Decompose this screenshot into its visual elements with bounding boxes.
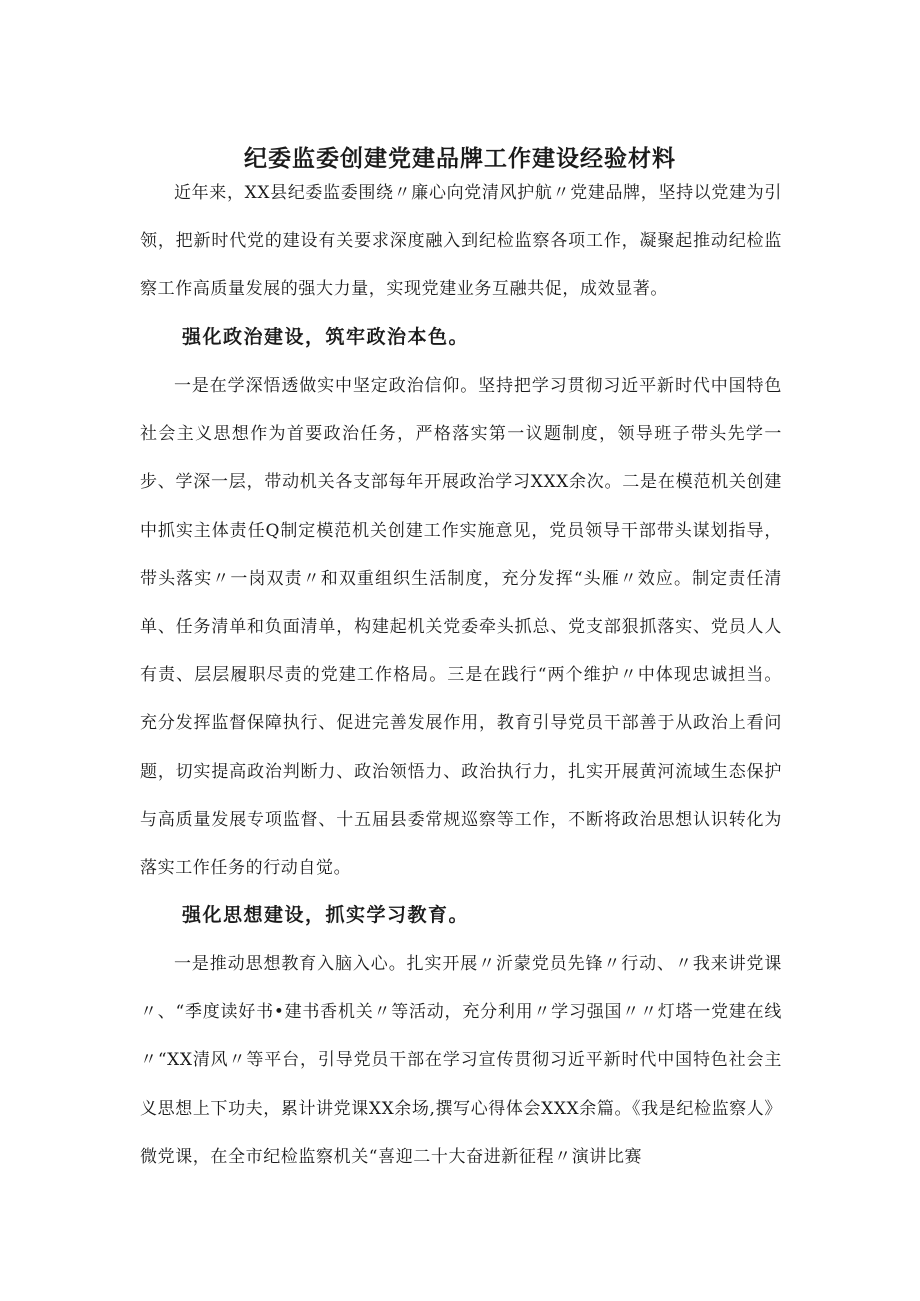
intro-paragraph: 近年来，XX县纪委监委围绕〃廉心向党清风护航〃党建品牌，坚持以党建为引领，把新时代党的建设有关要求深度融入到纪检监察各项工作，凝聚起推动纪检监察工作高质量发展的强大力量，实现党建业务互融共促，成效显著。 bbox=[140, 183, 782, 300]
document-title: 纪委监委创建党建品牌工作建设经验材料 bbox=[244, 145, 676, 173]
section-2-body: 一是推动思想教育入脑入心。扎实开展〃沂蒙党员先锋〃行动、〃我来讲党课〃、“季度读好书•建书香机关〃等活动，充分利用〃学习强国〃〃灯塔一党建在线〃“XX清风〃等平台，引导党员干部在学习宣传贯彻习近平新时代中国特色社会主义思想上下功夫，累计讲党课XX余场,撰写心得体会XXX余篇。《我是纪检监察人》微党课，在全市纪检监察机关“喜迎二十大奋进新征程〃演讲比赛 bbox=[140, 954, 782, 1167]
section-1-heading: 强化政治建设，筑牢政治本色。 bbox=[182, 326, 470, 348]
section-1-body: 一是在学深悟透做实中坚定政治信仰。坚持把学习贯彻习近平新时代中国特色社会主义思想作为首要政治任务，严格落实第一议题制度，领导班子带头先学一步、学深一层，带动机关各支部每年开展政治学习XXX余次。二是在模范机关创建中抓实主体责任Q制定模范机关创建工作实施意见，党员领导干部带头谋划指导，带头落实〃一岗双责〃和双重组织生活制度，充分发挥“头雁〃效应。制定责任清单、任务清单和负面清单，构建起机关党委牵头抓总、党支部狠抓落实、党员人人有责、层层履职尽责的党建工作格局。三是在践行“两个维护〃中体现忠诚担当。充分发挥监督保障执行、促进完善发展作用，教育引导党员干部善于从政治上看问题，切实提高政治判断力、政治领悟力、政治执行力，扎实开展黄河流域生态保护与高质量发展专项监督、十五届县委常规巡察等工作，不断将政治思想认识转化为落实工作任务的行动自觉。 bbox=[140, 376, 782, 879]
section-2-heading: 强化思想建设，抓实学习教育。 bbox=[182, 904, 470, 926]
